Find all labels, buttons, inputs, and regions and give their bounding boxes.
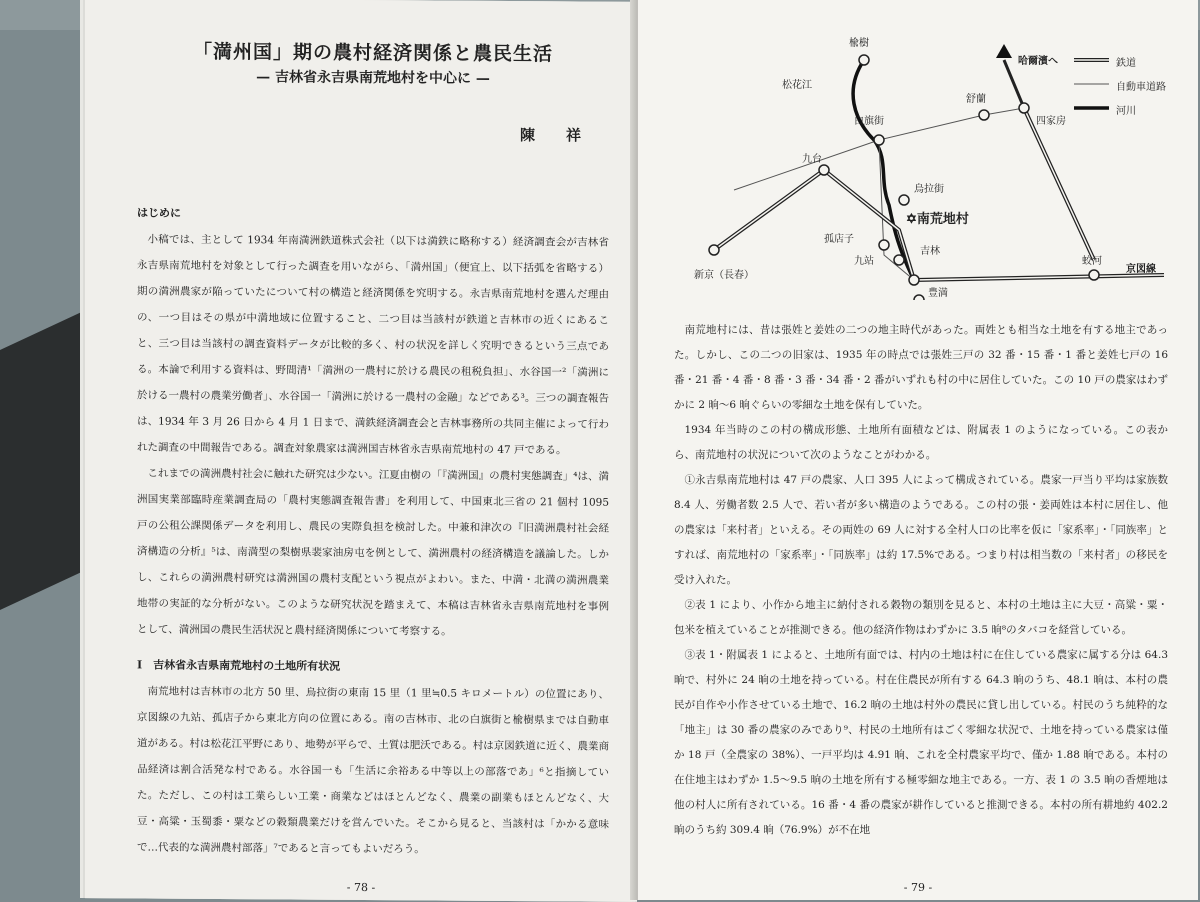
intro-paragraph-2: これまでの満洲農村社会に触れた研究は少ない。江夏由樹の「『満洲国』の農村実態調査」⁴は、満洲国実業部臨時産業調査局の「農村実態調査報告書」を利用して、中国東北三省の 21 個村 1095 戸の公租公課関係データを利用し、農民の実際負担を検討した。中兼和津次の『旧満洲農村社会経済構造の分析』⁵は、南満型の梨樹県裴家油房屯を例として、満洲農村の経済構造を議論した。しかし、これらの満洲農村研究は満洲国の農村支配という視点がよわい。また、中満・北満の満洲農業地帯の実証的な分析がない。このような研究状況を踏まえて、本稿は吉林省永吉県南荒地村を事例として、満洲国の農民生活状況と農村経済関係について考察する。 — [137, 467, 609, 638]
station-wulajie-icon — [899, 195, 909, 205]
label-jilin: 吉林 — [920, 246, 940, 257]
label-fengman: 豊満 — [928, 288, 948, 299]
location-map — [674, 30, 1164, 300]
station-xinjing-icon — [709, 245, 719, 255]
station-jiutai-icon — [819, 165, 829, 175]
right-page — [638, 0, 1198, 900]
station-gudianzi-icon — [879, 240, 889, 250]
label-jiuzhan: 九站 — [854, 256, 874, 267]
label-wulajie: 烏拉街 — [914, 184, 944, 195]
label-xinjing: 新京（長春） — [694, 270, 754, 281]
right-paragraph-2: 1934 年当時のこの村の構成形態、土地所有面積などは、附属表 1 のようになっている。この表から、南荒地村の状況について次のようなことがわかる。 — [674, 424, 1168, 461]
section-heading-1: Ⅰ 吉林省永吉県南荒地村の土地所有状況 — [137, 658, 341, 673]
label-harbin: 哈爾濱へ — [1018, 56, 1058, 67]
station-fengman-icon — [914, 295, 924, 300]
arrow-harbin-icon — [996, 44, 1012, 58]
intro-paragraph-1: 小稿では、主として 1934 年南満洲鉄道株式会社（以下は満鉄に略称する）経済調査会が吉林省永吉県南荒地村を対象として行った調査を用いながら、「満州国」（便宜上、以下括弧を省略する）期の満洲農家が陥っていたについて村の構造と経済関係を究明する。永吉県南荒地村を選んだ理由の、一つ目はその県が中満地域に位置すること、二つ目は当該村が鉄道と吉林市の近くにあること、三つ目は当該村の調査資料データが比較的多く、村の状況を詳しく究明できるという三点である。本論で利用する資料は、野間清¹「満洲の一農村に於ける農民の租税負担」、水谷国一²「満洲に於ける一農村の農業労働者」、水谷国一「満洲に於ける一農村の金融」などである³。三つの調査報告は、1934 年 3 月 26 日から 4 月 1 日まで、満鉄経済調査会と吉林事務所の共同主催によって行われた調査の中間報告である。調査対象農家は満洲国吉林省永吉県南荒地村の 47 戸である。 — [137, 233, 609, 457]
section-heading-intro: はじめに — [137, 206, 181, 220]
legend-river: 河川 — [1116, 106, 1136, 117]
label-songhuajiang: 松花江 — [782, 80, 812, 91]
station-sijiafang-icon — [1019, 103, 1029, 113]
legend-railway: 鉄道 — [1116, 58, 1136, 69]
station-jilin-icon — [909, 275, 919, 285]
label-jiaohe: 蛟河 — [1082, 256, 1102, 267]
right-paragraph-3: ①永吉県南荒地村は 47 戸の農家、人口 395 人によって構成されている。農家一戸当り平均は家族数 8.4 人、労働者数 2.5 人で、若い者が多い構造のようである。この村の張・姜両姓は本村に居住し、他の農家は「来村者」といえる。その両姓の 69 人に対する全村人口の比率を仮に「家系率」・「同族率」とすれば、南荒地村の「家系率」・「同族率」は約 17.5%である。つまり村は相当数の「来村者」の移民を受け入れた。 — [674, 474, 1168, 586]
station-baiqijie-icon — [874, 135, 884, 145]
label-jingtu: 京図線 — [1126, 264, 1156, 275]
right-paragraph-4: ②表 1 により、小作から地主に納付される穀物の類別を見ると、本村の土地は主に大豆・高粱・粟・包米を植えていることが推測できる。他の経済作物はわずかに 3.5 晌⁸のタバコを経営している。 — [674, 599, 1168, 636]
left-page — [85, 0, 637, 902]
label-gudianzi: 孤店子 — [824, 234, 854, 245]
railway-north-inner — [1024, 108, 1094, 260]
label-jiutai: 九台 — [802, 154, 822, 165]
right-paragraph-5: ③表 1・附属表 1 によると、土地所有面では、村内の土地は村に在住している農家に属する分は 64.3 晌で、村外に 24 晌の土地を持っている。村在住農民が所有する 64.3 晌のうち、48.1 晌は、本村の農民が自作や小作させている土地で、16.2 晌の土地は村外の農民に貸し出している。村民のうち純粋的な「地主」は 30 番の農家のみであり⁹、村民の土地所有はごく零細な状況で、土地を持っている農家は僅か 18 戸（全農家の 38%）、一戸平均は 4.91 晌、これを全村農家平均で、僅か 1.88 晌である。本村の在住地主はわずか 1.5〜9.5 晌の土地を所有する極零細な地主である。一方、表 1 の 3.5 晌の香煙地は他の村人に所有されている。16 番・4 番の農家が耕作していると推測できる。本村の所有耕地約 402.2 晌のうち約 309.4 晌（76.9%）が不在地 — [674, 649, 1168, 836]
label-yushu: 楡樹 — [849, 38, 869, 49]
station-yushu-icon — [859, 55, 869, 65]
station-jiuzhan-icon — [894, 255, 904, 265]
page-number-left: - 78 - — [346, 880, 376, 895]
legend-road: 自動車道路 — [1116, 82, 1166, 93]
label-nanhuangdi: ✡南荒地村 — [906, 212, 969, 227]
article-title: 「満州国」期の農村経済関係と農民生活 — [192, 40, 553, 66]
station-shulan-icon — [979, 110, 989, 120]
label-sijiafang: 四家房 — [1036, 116, 1066, 127]
author-name: 陳 祥 — [519, 126, 589, 145]
station-jiaohe-icon — [1089, 270, 1099, 280]
label-shulan: 舒蘭 — [966, 94, 986, 105]
article-subtitle: — 吉林省永吉県南荒地村を中心に — — [256, 69, 490, 87]
right-paragraph-1: 南荒地村には、昔は張姓と姜姓の二つの地主時代があった。両姓とも相当な土地を有する地主であった。しかし、この二つの旧家は、1935 年の時点では張姓三戸の 32 番・15 番・1 番と姜姓七戸の 16 番・21 番・4 番・8 番・3 番・34 番・2 番がいずれも村の中に居住していた。この 10 戸の農家はわずかに 2 晌〜6 晌ぐらいの零細な土地を保有していた。 — [674, 324, 1168, 411]
railway-harbin — [1004, 60, 1024, 108]
section-1-paragraph-1: 南荒地村は吉林市の北方 50 里、烏拉街の東南 15 里（1 里≒0.5 キロメートル）の位置にあり、京図線の九站、孤店子から東北方向の位置にある。南の吉林市、北の白旗街と楡樹県までは自動車道がある。村は松花江平野にあり、地勢が平らで、土質は肥沃である。村は京図鉄道に近く、農業商品経済は割合活発な村である。水谷国一も「生活に余裕ある中等以上の部落であ」⁶と指摘していた。ただし、この村は工業らしい工業・商業などはほとんどなく、農業の副業もほとんどなく、大豆・高粱・玉蜀黍・粟などの穀類農業だけを営んでいた。そこから見ると、当該村は「かかる意味で…代表的な満洲農村部落」⁷であると言ってもよいだろう。 — [137, 685, 609, 856]
label-baiqijie: 白旗街 — [854, 116, 884, 127]
page-number-right: - 79 - — [903, 881, 933, 894]
